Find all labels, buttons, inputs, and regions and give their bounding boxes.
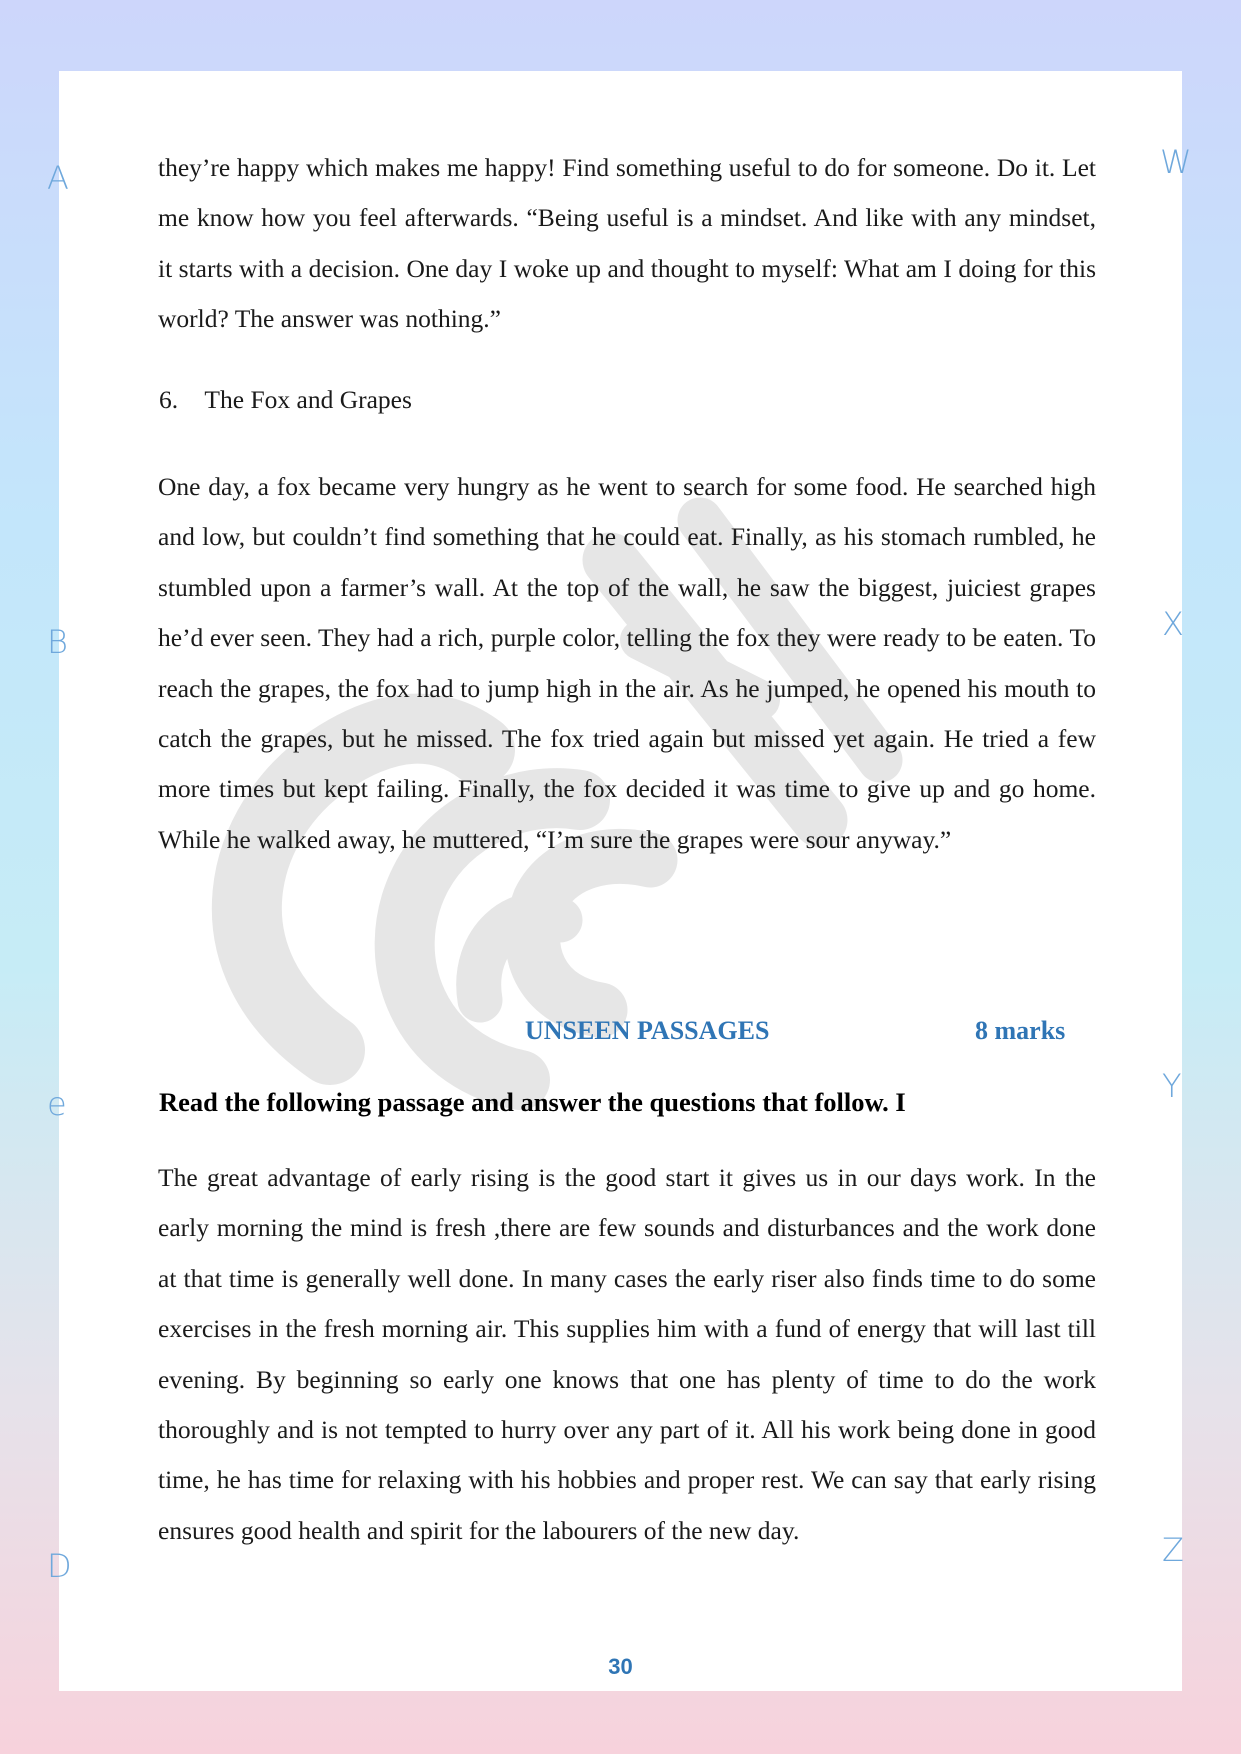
intro-paragraph: they’re happy which makes me happy! Find something useful to do for someone. Do it. Let me know how you feel afterwards. “Being useful is a mindset. And like with any mindset, it starts with a decision. One day I woke up and thought to myself: What am I doing for this world? The answer was nothing.” bbox=[158, 153, 1096, 334]
story-title: The Fox and Grapes bbox=[204, 385, 412, 414]
margin-letter-w: W bbox=[1160, 143, 1192, 181]
section-marks: 8 marks bbox=[975, 1016, 1066, 1045]
margin-letter-z: Z bbox=[1162, 1531, 1184, 1569]
story-paragraph: One day, a fox became very hungry as he went to search for some food. He searched high and low, but couldn’t find something that he could eat. Finally, as his stomach rumbled, he stumbled upon a farmer’s wall. At the top of the wall, he saw the biggest, juiciest grapes he’d ever seen. They had a rich, purple color, telling the fox they were ready to be eaten. To reach the grapes, the fox had to jump high in the air. As he jumped, he opened his mouth to catch the grapes, but he missed. The fox tried again but missed yet again. He tried a few more times but kept failing. Finally, the fox decided it was time to give up and go home. While he walked away, he muttered, “I’m sure the grapes were sour anyway.” bbox=[158, 472, 1096, 854]
unseen-passage: The great advantage of early rising is the good start it gives us in our days work. In the early morning the mind is fresh ,there are few sounds and disturbances and the work done at that time is generally well done. In many cases the early riser also finds time to do some exercises in the fresh morning air. This supplies him with a fund of energy that will last till evening. By beginning so early one knows that one has plenty of time to do the work thoroughly and is not tempted to hurry over any part of it. All his work being done in good time, he has time for relaxing with his hobbies and proper rest. We can say that early rising ensures good health and spirit for the labourers of the new day. bbox=[158, 1163, 1096, 1545]
margin-letter-y: Y bbox=[1162, 1067, 1182, 1105]
page-number: 30 bbox=[608, 1654, 633, 1679]
margin-letter-d: D bbox=[47, 1547, 72, 1585]
story-number: 6. bbox=[159, 385, 179, 414]
passage-instruction: Read the following passage and answer the questions that follow. I bbox=[159, 1087, 906, 1117]
margin-letter-x: X bbox=[1162, 605, 1184, 643]
margin-letter-c: e bbox=[47, 1085, 67, 1123]
margin-letter-a: A bbox=[47, 159, 69, 197]
story-heading bbox=[159, 385, 412, 415]
section-title: UNSEEN PASSAGES bbox=[525, 1016, 770, 1045]
margin-letter-b: B bbox=[47, 623, 68, 661]
